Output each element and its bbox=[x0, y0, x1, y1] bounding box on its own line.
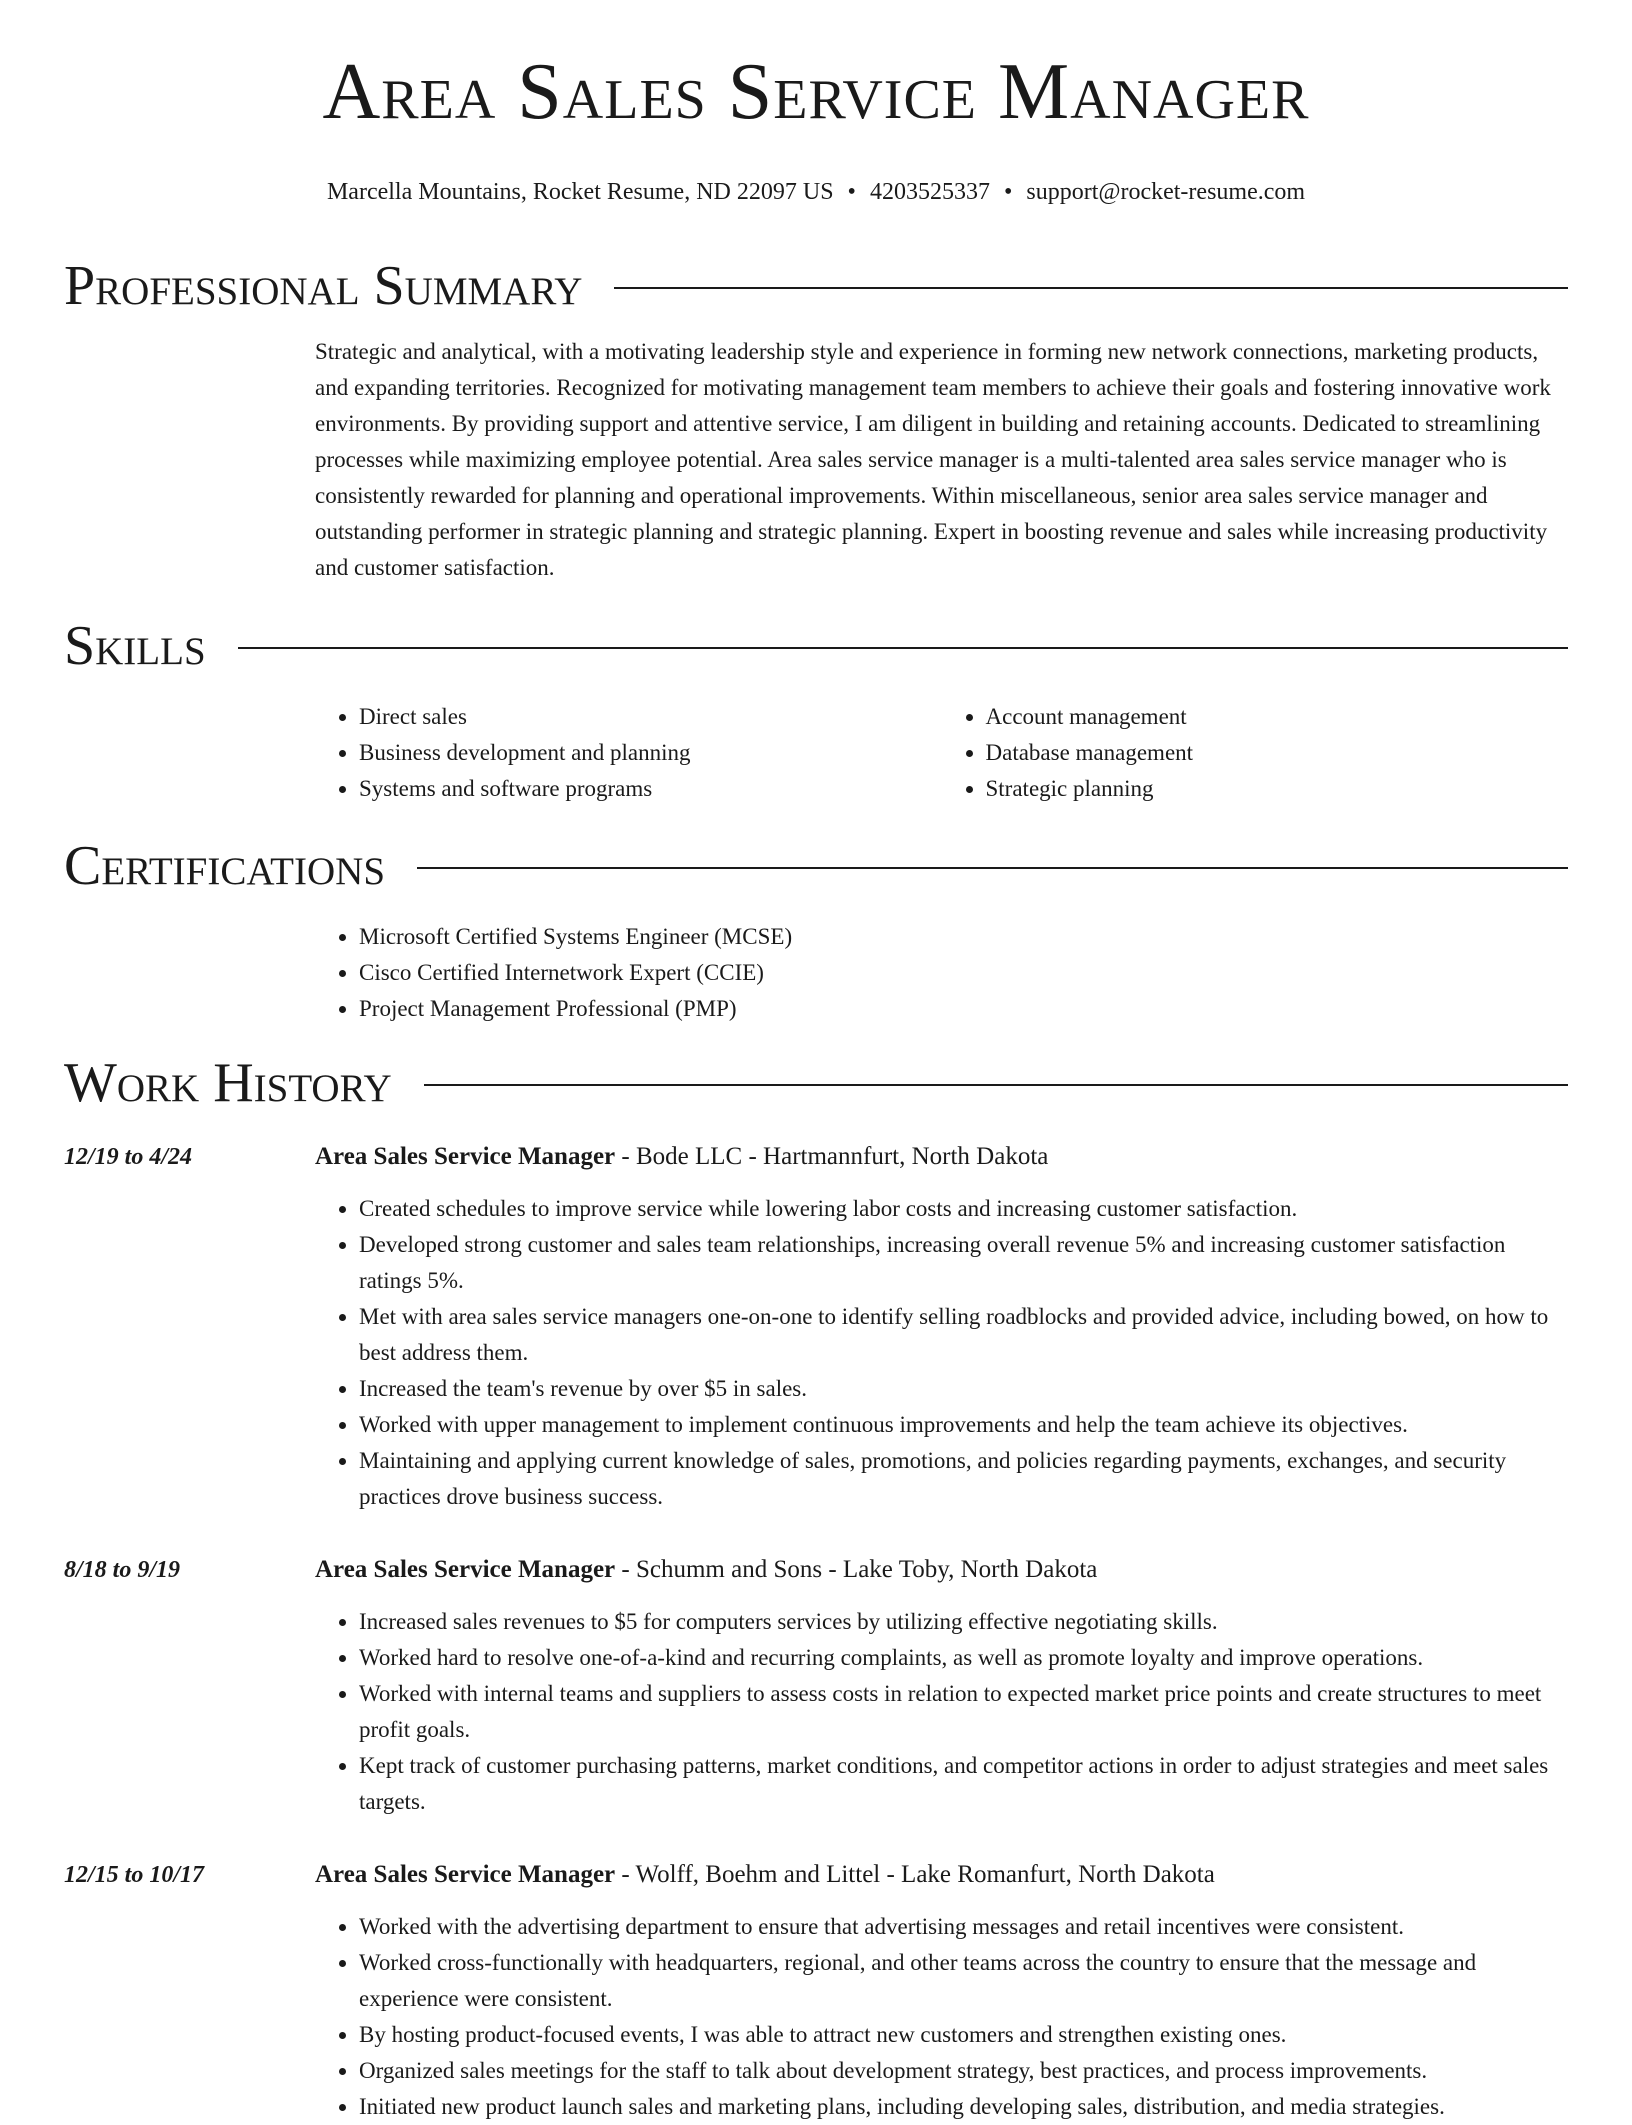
skills-column-right bbox=[942, 699, 1569, 807]
section-certifications-heading bbox=[64, 835, 1568, 897]
list-item: • Systems and software programs bbox=[359, 771, 942, 807]
list-item: • Organized sales meetings for the staff to talk about development strategy, best practices, and process improvements. bbox=[359, 2053, 1569, 2089]
contact-line bbox=[64, 176, 1568, 208]
skills-list bbox=[315, 699, 1568, 807]
job-bullets bbox=[315, 1191, 1569, 1515]
list-item: • Worked cross-functionally with headquarters, regional, and other teams across the country to ensure that the message and experience were consistent. bbox=[359, 1945, 1569, 2017]
divider bbox=[424, 1084, 1568, 1086]
job-title: Area Sales Service Manager bbox=[315, 1143, 616, 1170]
job-title-line bbox=[315, 1139, 1048, 1175]
job-dates: 12/15 to 10/17 bbox=[64, 1862, 205, 1888]
list-item: • Increased the team's revenue by over $5 in sales. bbox=[359, 1371, 1569, 1407]
job-bullets bbox=[315, 1909, 1569, 2125]
address: Marcella Mountains, Rocket Resume, ND 22097 US bbox=[326, 179, 834, 205]
page-title: Area Sales Service Manager bbox=[322, 48, 1310, 136]
section-title: Work History bbox=[64, 1052, 392, 1114]
divider bbox=[417, 867, 1568, 869]
list-item: • Strategic planning bbox=[986, 771, 1569, 807]
certifications-list bbox=[315, 919, 1568, 1027]
list-item: • Kept track of customer purchasing patterns, market conditions, and competitor actions in order to adjust strategies and meet sales targets. bbox=[359, 1748, 1569, 1820]
section-title: Certifications bbox=[64, 835, 386, 897]
list-item: • Worked with internal teams and suppliers to assess costs in relation to expected market price points and create structures to meet profit goals. bbox=[359, 1676, 1569, 1748]
divider bbox=[238, 647, 1568, 649]
job-title-line bbox=[315, 1552, 1097, 1588]
section-summary-heading bbox=[64, 255, 1568, 317]
job-dates: 8/18 to 9/19 bbox=[64, 1557, 181, 1583]
list-item: • Developed strong customer and sales team relationships, increasing overall revenue 5% and increasing customer satisfaction ratings 5%. bbox=[359, 1227, 1569, 1299]
section-title: Skills bbox=[64, 615, 206, 677]
list-item: • Increased sales revenues to $5 for computers services by utilizing effective negotiating skills. bbox=[359, 1604, 1569, 1640]
list-item: • Direct sales bbox=[359, 699, 942, 735]
section-work-heading bbox=[64, 1052, 1568, 1114]
job-title: Area Sales Service Manager bbox=[315, 1556, 616, 1583]
section-title: Professional Summary bbox=[64, 255, 583, 317]
separator: • bbox=[1003, 179, 1013, 205]
list-item: • Created schedules to improve service while lowering labor costs and increasing customer satisfaction. bbox=[359, 1191, 1569, 1227]
list-item: • Business development and planning bbox=[359, 735, 942, 771]
job-employer: - Bode LLC - Hartmannfurt, North Dakota bbox=[615, 1143, 1049, 1170]
phone: 4203525337 bbox=[869, 179, 990, 205]
list-item: • Microsoft Certified Systems Engineer (MCSE) bbox=[359, 919, 1568, 955]
section-skills-heading bbox=[64, 615, 1568, 677]
list-item: • Project Management Professional (PMP) bbox=[359, 991, 1568, 1027]
email[interactable]: support@rocket-resume.com bbox=[1026, 179, 1306, 205]
list-item: • Met with area sales service managers one-on-one to identify selling roadblocks and provided advice, including bowed, on how to best address them. bbox=[359, 1299, 1569, 1371]
summary-block bbox=[315, 334, 1568, 586]
list-item: • Worked with the advertising department to ensure that advertising messages and retail incentives were consistent. bbox=[359, 1909, 1569, 1945]
skills-column-left bbox=[315, 699, 942, 807]
list-item: • Database management bbox=[986, 735, 1569, 771]
divider bbox=[614, 287, 1568, 289]
list-item: • Worked hard to resolve one-of-a-kind and recurring complaints, as well as promote loyalty and improve operations. bbox=[359, 1640, 1569, 1676]
job-title-line bbox=[315, 1857, 1215, 1893]
separator: • bbox=[847, 179, 856, 205]
job-dates: 12/19 to 4/24 bbox=[64, 1144, 193, 1170]
job-employer: - Wolff, Boehm and Littel - Lake Romanfurt, North Dakota bbox=[615, 1861, 1215, 1888]
summary-text: Strategic and analytical, with a motivating leadership style and experience in forming new network connections, marketing products, and expanding territories. Recognized for motivating management team members to achieve their goals and fostering innovative work environments. By providing support and attentive service, I am diligent in building and retaining accounts. Dedicated to streamlining processes while maximizing employee potential. Area sales service manager is a multi-talented area sales service manager who is consistently rewarded for planning and operational improvements. Within miscellaneous, senior area sales service manager and outstanding performer in strategic planning and strategic planning. Expert in boosting revenue and sales while increasing productivity and customer satisfaction. bbox=[315, 339, 1551, 580]
list-item: • By hosting product-focused events, I was able to attract new customers and strengthen existing ones. bbox=[359, 2017, 1569, 2053]
list-item: • Account management bbox=[986, 699, 1569, 735]
job-bullets bbox=[315, 1604, 1569, 1820]
list-item: • Maintaining and applying current knowledge of sales, promotions, and policies regarding payments, exchanges, and security practices drove business success. bbox=[359, 1443, 1569, 1515]
list-item: • Worked with upper management to implement continuous improvements and help the team achieve its objectives. bbox=[359, 1407, 1569, 1443]
list-item: • Cisco Certified Internetwork Expert (CCIE) bbox=[359, 955, 1568, 991]
job-title: Area Sales Service Manager bbox=[315, 1861, 616, 1888]
list-item: • Initiated new product launch sales and marketing plans, including developing sales, distribution, and media strategies. bbox=[359, 2089, 1569, 2125]
job-employer: - Schumm and Sons - Lake Toby, North Dakota bbox=[615, 1556, 1098, 1583]
